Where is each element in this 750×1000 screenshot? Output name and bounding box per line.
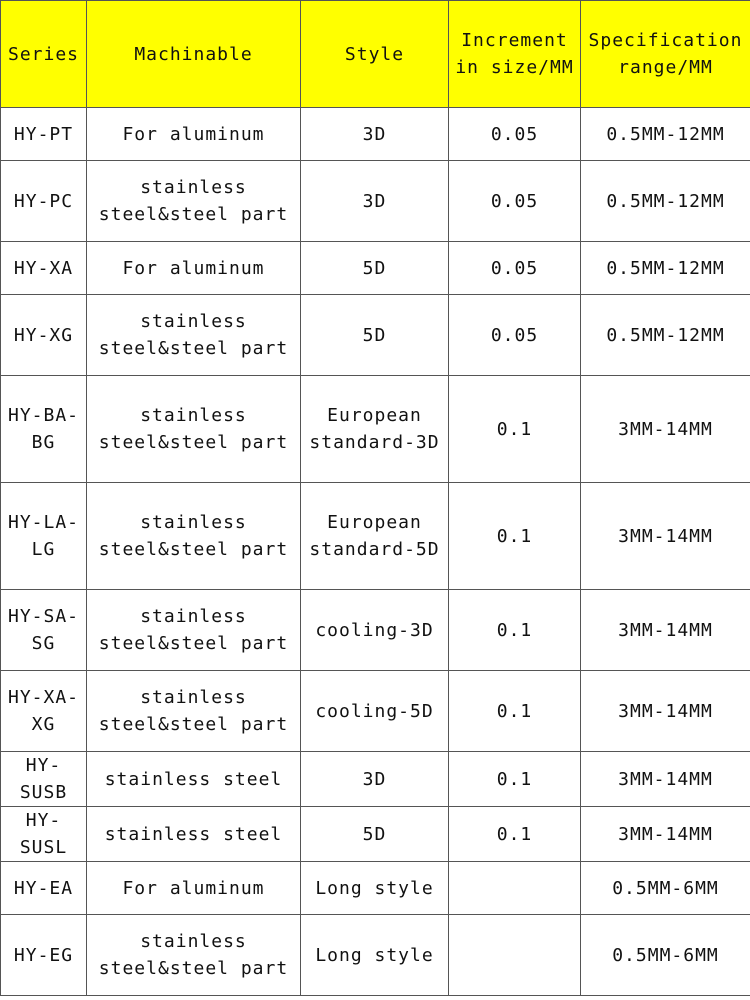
table-row (1, 161, 750, 242)
cell-range: 3MM-14MM (581, 671, 750, 752)
cell-style: Long style (301, 862, 449, 915)
cell-series: HY-PT (1, 108, 87, 161)
cell-range: 3MM-14MM (581, 807, 750, 862)
header-style: Style (301, 1, 449, 108)
cell-style: European standard-5D (301, 483, 449, 590)
cell-machinable: stainless steel (87, 807, 301, 862)
table-row (1, 590, 750, 671)
cell-series: HY-SUSL (1, 807, 87, 862)
header-series: Series (1, 1, 87, 108)
cell-increment: 0.1 (449, 376, 581, 483)
cell-machinable: stainless steel&steel part (87, 590, 301, 671)
cell-range: 3MM-14MM (581, 752, 750, 807)
cell-range: 0.5MM-12MM (581, 295, 750, 376)
cell-range: 0.5MM-12MM (581, 108, 750, 161)
cell-style: 3D (301, 108, 449, 161)
cell-machinable: stainless steel&steel part (87, 483, 301, 590)
cell-style: 5D (301, 807, 449, 862)
table-row (1, 242, 750, 295)
table-row (1, 483, 750, 590)
cell-style: cooling-5D (301, 671, 449, 752)
cell-range: 3MM-14MM (581, 483, 750, 590)
table-row (1, 915, 750, 996)
cell-machinable: stainless steel (87, 752, 301, 807)
cell-increment: 0.05 (449, 161, 581, 242)
header-spec-range: Specification range/MM (581, 1, 750, 108)
cell-range: 0.5MM-12MM (581, 161, 750, 242)
table-row (1, 862, 750, 915)
cell-machinable: stainless steel&steel part (87, 161, 301, 242)
cell-series: HY-XA-XG (1, 671, 87, 752)
cell-range: 3MM-14MM (581, 376, 750, 483)
cell-series: HY-PC (1, 161, 87, 242)
cell-increment: 0.05 (449, 242, 581, 295)
cell-series: HY-XA (1, 242, 87, 295)
cell-increment (449, 862, 581, 915)
cell-style: 5D (301, 242, 449, 295)
cell-style: cooling-3D (301, 590, 449, 671)
cell-increment: 0.1 (449, 590, 581, 671)
cell-machinable: stainless steel&steel part (87, 295, 301, 376)
cell-style: 5D (301, 295, 449, 376)
table-row (1, 671, 750, 752)
cell-increment: 0.05 (449, 108, 581, 161)
cell-machinable: stainless steel&steel part (87, 671, 301, 752)
cell-series: HY-BA-BG (1, 376, 87, 483)
cell-series: HY-EA (1, 862, 87, 915)
cell-style: Long style (301, 915, 449, 996)
cell-increment: 0.1 (449, 752, 581, 807)
cell-increment: 0.1 (449, 671, 581, 752)
cell-range: 3MM-14MM (581, 590, 750, 671)
cell-machinable: For aluminum (87, 108, 301, 161)
header-increment: Increment in size/MM (449, 1, 581, 108)
cell-series: HY-XG (1, 295, 87, 376)
cell-series: HY-EG (1, 915, 87, 996)
cell-style: European standard-3D (301, 376, 449, 483)
table-row (1, 752, 750, 807)
table-row (1, 295, 750, 376)
cell-style: 3D (301, 161, 449, 242)
cell-series: HY-SUSB (1, 752, 87, 807)
header-machinable: Machinable (87, 1, 301, 108)
cell-increment: 0.1 (449, 483, 581, 590)
cell-increment: 0.05 (449, 295, 581, 376)
cell-range: 0.5MM-6MM (581, 915, 750, 996)
table-row (1, 376, 750, 483)
cell-increment (449, 915, 581, 996)
table-row (1, 108, 750, 161)
cell-series: HY-SA-SG (1, 590, 87, 671)
table-row (1, 807, 750, 862)
table-header-row (1, 1, 750, 108)
cell-machinable: For aluminum (87, 862, 301, 915)
cell-series: HY-LA-LG (1, 483, 87, 590)
cell-range: 0.5MM-6MM (581, 862, 750, 915)
cell-machinable: For aluminum (87, 242, 301, 295)
cell-style: 3D (301, 752, 449, 807)
cell-machinable: stainless steel&steel part (87, 376, 301, 483)
cell-range: 0.5MM-12MM (581, 242, 750, 295)
cell-machinable: stainless steel&steel part (87, 915, 301, 996)
cell-increment: 0.1 (449, 807, 581, 862)
